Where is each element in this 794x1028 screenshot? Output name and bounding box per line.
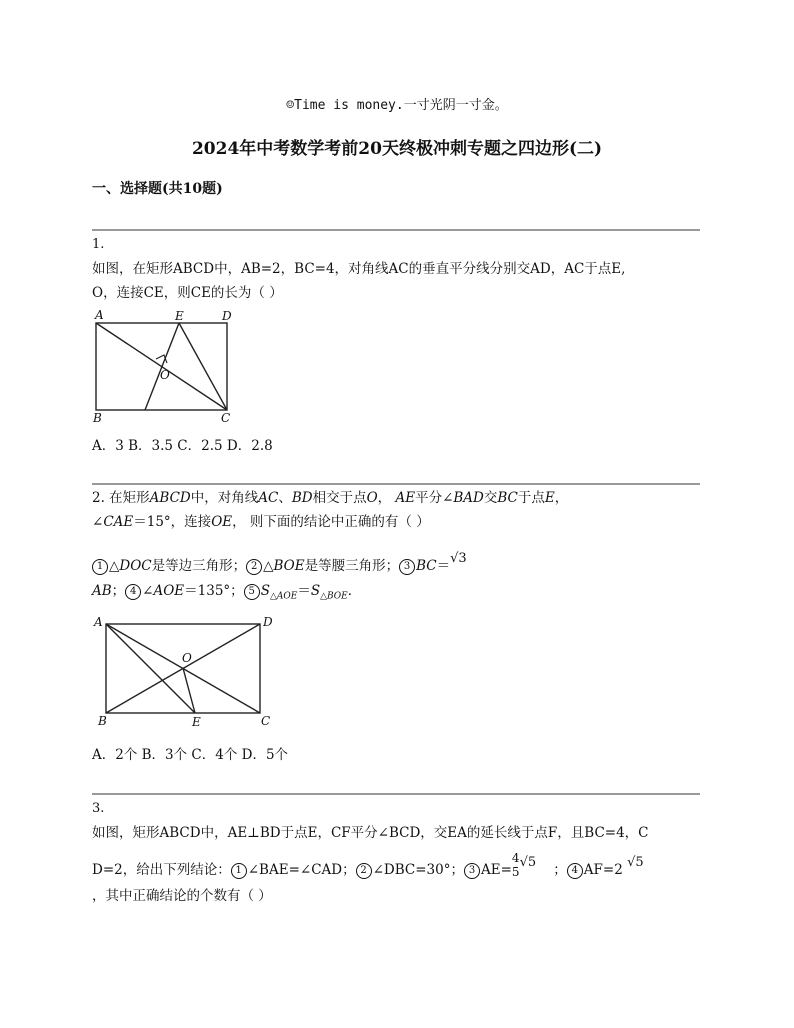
segment-ce [179,323,227,410]
q2-var: AC [258,490,279,506]
question-3-number: 3. [92,801,105,816]
label-A: A [95,308,104,322]
sqrt-5: √5 [519,855,537,870]
circled-number-1: 1 [92,559,108,575]
q2-var: BC [497,490,518,506]
q2-text: ＝135°； [184,583,244,599]
perpendicular-bisector [145,323,179,410]
question-2-statements-line1 [92,551,702,579]
q2-text: ＝ [297,583,311,599]
q2-var: AE [395,490,416,506]
q3-text: AF=2 [583,862,623,878]
divider-q2 [92,483,700,485]
label-A: A [94,615,103,629]
question-2 [92,486,702,534]
q2-text: ； [111,583,126,599]
label-O: O [182,651,192,665]
q2-text: 相交于点 [312,490,367,506]
question-1-figure [88,306,248,424]
question-3 [92,797,702,845]
q2-var: BD [291,490,313,506]
q2-text: 是等腰三角形； [304,558,400,574]
q2-text: ， [377,490,392,506]
q2-text: ＝15°，连接 [133,514,212,530]
q2-text: 中，对角线 [190,490,259,506]
question-1-number: 1. [92,237,105,252]
q2-var: ABCD [149,490,191,506]
question-2-options: A．2个 B．3个 C．4个 D．5个 [92,747,289,763]
label-E: E [192,715,201,729]
label-D: D [222,309,232,323]
circled-number-3: 3 [464,863,480,879]
circled-number-1: 1 [231,863,247,879]
q2-subscript: △BOE [320,591,348,602]
q2-text: 平分∠ [415,490,454,506]
question-2-text-line2 [92,510,702,534]
question-2-statements-line2 [92,579,702,609]
q3-text: D=2，给出下列结论： [92,862,231,878]
label-C: C [261,714,271,728]
q2-text: 是等边三角形； [151,558,247,574]
question-1-text-line2: O，连接CE，则CE的长为（ ） [92,285,283,301]
question-1 [92,233,702,305]
question-1-text-line1: 如图，在矩形ABCD中，AB=2，BC=4，对角线AC的垂直平分线分别交AD，AC于点E, [92,261,626,277]
label-B: B [93,411,102,424]
question-2-text-line1 [92,486,702,510]
circled-number-5: 5 [244,584,260,600]
question-3-text-line3: ，其中正确结论的个数有（ ） [92,888,272,904]
circled-number-2: 2 [246,559,262,575]
q2-text: ， [554,490,569,506]
circled-number-4: 4 [125,584,141,600]
q2-text: 2. 在矩形 [92,490,150,506]
q2-text: 、 [278,490,292,506]
sqrt-5: √5 [627,855,644,870]
question-2-figure [90,612,280,732]
question-1-options: A．3 B．3.5 C．2.5 D．2.8 [92,438,273,454]
q2-text: 交 [483,490,498,506]
label-B: B [98,714,107,728]
label-O: O [160,368,170,382]
fraction-denominator: 5 [511,864,520,879]
q2-var: BAD [453,490,484,506]
question-3-text-line1: 如图，矩形ABCD中，AE⊥BD于点E，CF平分∠BCD，交EA的延长线于点F，且BC=4，C [92,825,649,841]
motto-line: ☺Time is money.一寸光阴一寸金。 [286,98,508,113]
q2-var: O [366,490,378,506]
q2-text: ． [347,583,362,599]
fraction-4-5 [512,851,520,879]
label-E: E [175,309,184,323]
q2-var: AOE [153,583,185,599]
circled-number-3: 3 [399,559,415,575]
q2-text: ∠ [92,514,104,530]
angle-symbol: ∠ [142,583,154,599]
q2-var: S [310,583,321,599]
label-C: C [221,411,231,424]
q3-text: ； [553,862,567,878]
q2-text: ， 则下面的结论中正确的有（ ） [232,514,430,530]
section-heading: 一、选择题(共10题) [92,181,223,197]
q3-text: AE= [481,862,512,878]
q2-var: OE [211,514,233,530]
triangle-symbol: △ [109,558,120,574]
q2-var: BC [416,558,437,574]
q3-text: ∠DBC=30°； [372,862,464,878]
question-2-statements [92,551,702,609]
q2-var: DOC [119,558,152,574]
q2-var: S [260,583,270,599]
fraction-numerator: 4 [511,850,520,865]
q2-var: E [544,490,555,506]
q2-subscript: △AOE [269,591,298,602]
circled-number-2: 2 [356,863,372,879]
circled-number-4: 4 [567,863,583,879]
label-D: D [263,615,273,629]
q2-var: CAE [103,514,134,530]
q2-var: BOE [273,558,305,574]
triangle-symbol: △ [263,558,274,574]
q3-text: ∠BAE=∠CAD； [247,862,356,878]
q2-text: 于点 [517,490,545,506]
q2-text: ＝ [436,558,451,574]
page-title: 2024年中考数学考前20天终极冲刺专题之四边形(二) [191,139,603,159]
divider-q1 [92,229,700,231]
q2-var: AB [92,583,112,599]
divider-q3 [92,793,700,795]
sqrt-3: √3 [450,551,467,566]
